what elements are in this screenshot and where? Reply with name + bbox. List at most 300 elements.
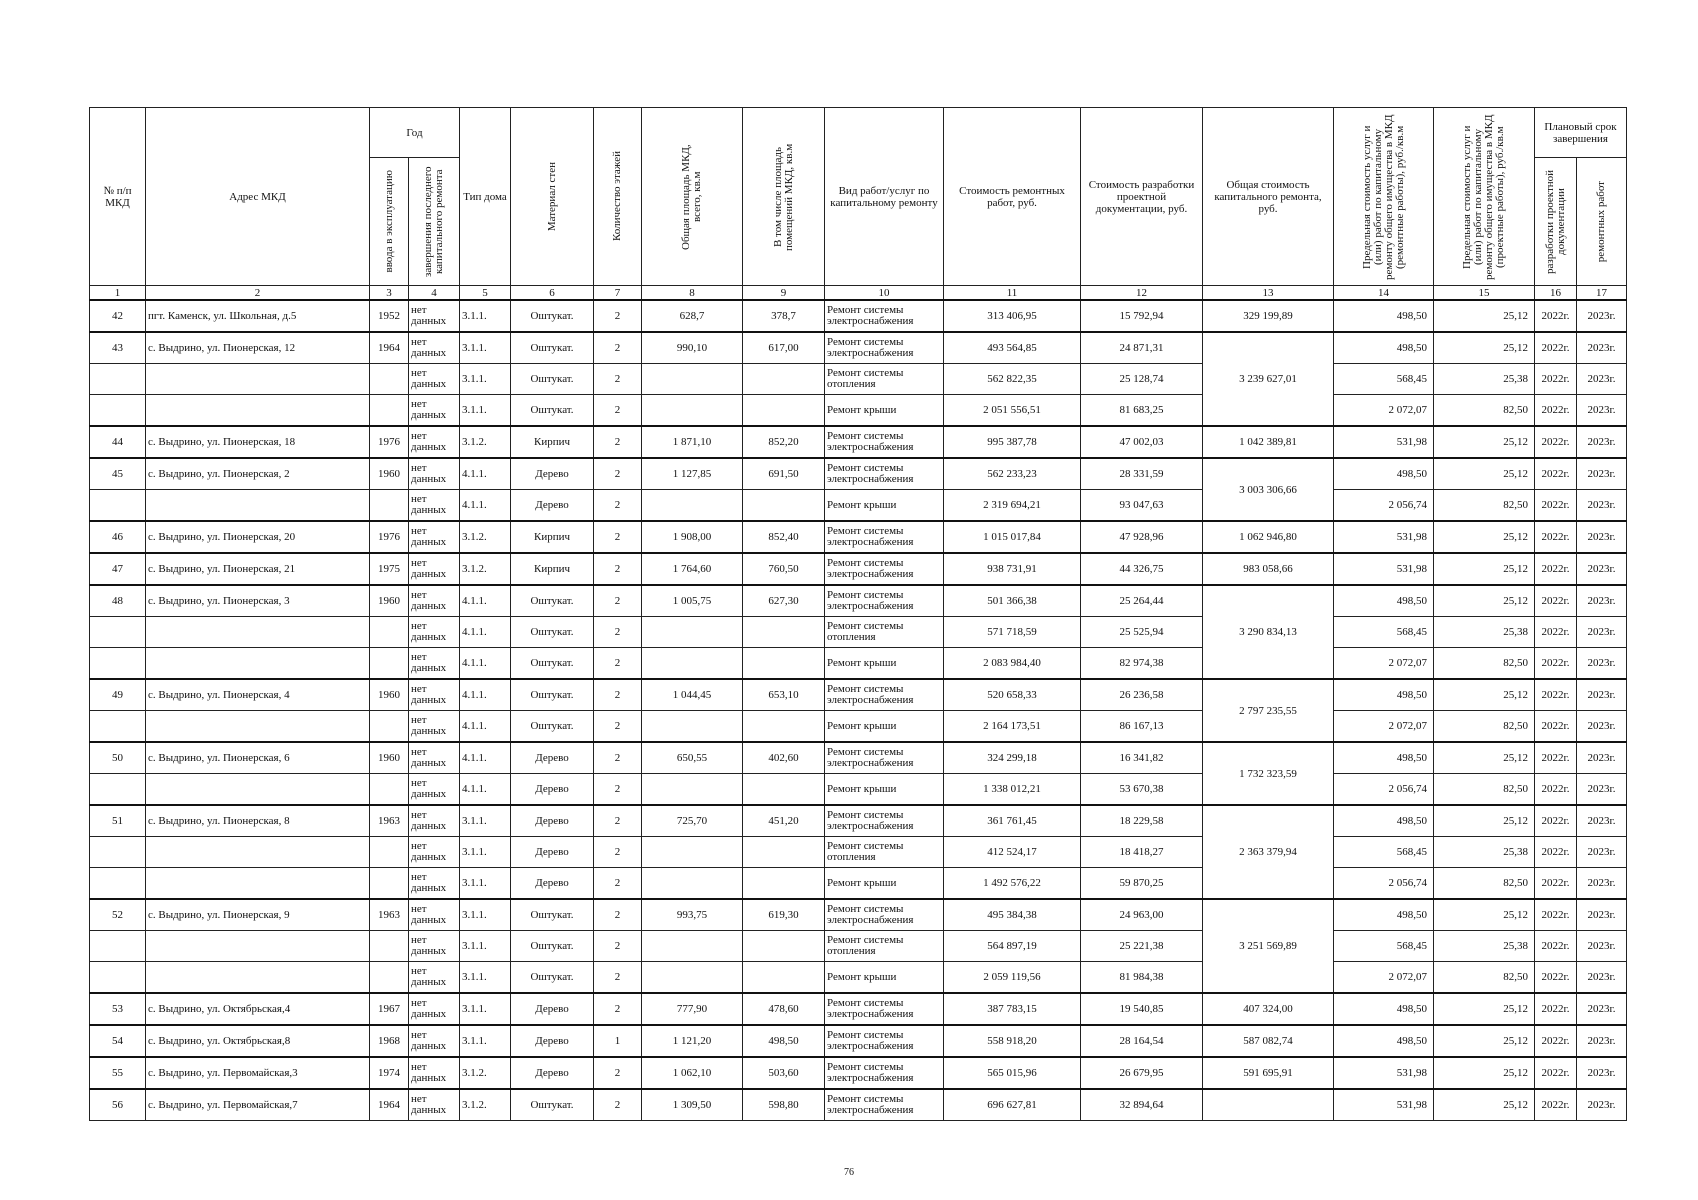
header-wall-material: Материал стен <box>511 108 594 286</box>
cell-wall-material: Дерево <box>511 868 594 900</box>
cell-work-type: Ремонт системы электроснабжения <box>825 585 944 617</box>
cell-limit-design: 82,50 <box>1434 711 1535 743</box>
cell-deadline-design: 2022г. <box>1535 1057 1577 1089</box>
cell-no: 56 <box>90 1089 146 1121</box>
cell-limit-repair: 568,45 <box>1334 931 1434 962</box>
cell-no <box>90 648 146 680</box>
cell-address: пгт. Каменск, ул. Школьная, д.5 <box>146 300 370 332</box>
cell-address: с. Выдрино, ул. Пионерская, 8 <box>146 805 370 837</box>
cell-year-commission: 1976 <box>370 521 409 553</box>
cell-floors: 2 <box>594 837 642 868</box>
cell-year-commission <box>370 395 409 427</box>
cell-year-last-repair: нет данных <box>409 679 460 711</box>
cell-total-cost: 3 239 627,01 <box>1203 332 1334 426</box>
cell-wall-material: Дерево <box>511 1025 594 1057</box>
cell-year-commission: 1968 <box>370 1025 409 1057</box>
table-row <box>90 931 1627 962</box>
cell-limit-repair: 498,50 <box>1334 679 1434 711</box>
cell-year-commission: 1964 <box>370 1089 409 1121</box>
cell-year-commission <box>370 617 409 648</box>
document-page <box>89 107 1626 1121</box>
cell-design-cost: 25 221,38 <box>1081 931 1203 962</box>
cell-premises-area <box>743 490 825 522</box>
cell-year-last-repair: нет данных <box>409 395 460 427</box>
cell-address <box>146 931 370 962</box>
cell-premises-area: 402,60 <box>743 742 825 774</box>
cell-total-cost <box>1203 1089 1334 1121</box>
cell-house-type: 3.1.2. <box>460 1089 511 1121</box>
cell-no <box>90 774 146 806</box>
cell-premises-area: 498,50 <box>743 1025 825 1057</box>
cell-deadline-repair: 2023г. <box>1577 1089 1627 1121</box>
cell-design-cost: 47 928,96 <box>1081 521 1203 553</box>
cell-limit-design: 82,50 <box>1434 395 1535 427</box>
cell-deadline-design: 2022г. <box>1535 364 1577 395</box>
cell-address: с. Выдрино, ул. Пионерская, 21 <box>146 553 370 585</box>
cell-premises-area <box>743 931 825 962</box>
cell-deadline-design: 2022г. <box>1535 553 1577 585</box>
cell-year-commission <box>370 648 409 680</box>
cell-deadline-design: 2022г. <box>1535 585 1577 617</box>
cell-premises-area <box>743 395 825 427</box>
cell-limit-design: 82,50 <box>1434 774 1535 806</box>
cell-repair-cost: 571 718,59 <box>944 617 1081 648</box>
cell-deadline-repair: 2023г. <box>1577 993 1627 1025</box>
cell-total-area: 1 005,75 <box>642 585 743 617</box>
cell-deadline-design: 2022г. <box>1535 837 1577 868</box>
cell-premises-area <box>743 837 825 868</box>
cell-repair-cost: 1 338 012,21 <box>944 774 1081 806</box>
cell-limit-design: 25,38 <box>1434 617 1535 648</box>
cell-address: с. Выдрино, ул. Первомайская,3 <box>146 1057 370 1089</box>
cell-wall-material: Оштукат. <box>511 899 594 931</box>
cell-no: 53 <box>90 993 146 1025</box>
table-row <box>90 648 1627 680</box>
cell-deadline-repair: 2023г. <box>1577 899 1627 931</box>
cell-year-commission: 1960 <box>370 458 409 490</box>
cell-year-last-repair: нет данных <box>409 931 460 962</box>
cell-floors: 1 <box>594 1025 642 1057</box>
cell-total-area: 1 127,85 <box>642 458 743 490</box>
cell-no <box>90 490 146 522</box>
cell-wall-material: Дерево <box>511 993 594 1025</box>
cell-wall-material: Кирпич <box>511 521 594 553</box>
cell-no: 55 <box>90 1057 146 1089</box>
cell-deadline-repair: 2023г. <box>1577 332 1627 364</box>
cell-deadline-design: 2022г. <box>1535 300 1577 332</box>
cell-year-last-repair: нет данных <box>409 993 460 1025</box>
cell-total-area <box>642 711 743 743</box>
cell-total-area <box>642 617 743 648</box>
cell-repair-cost: 1 492 576,22 <box>944 868 1081 900</box>
cell-limit-design: 25,38 <box>1434 837 1535 868</box>
cell-address <box>146 868 370 900</box>
cell-year-last-repair: нет данных <box>409 805 460 837</box>
table-row <box>90 553 1627 585</box>
cell-total-area <box>642 364 743 395</box>
cell-house-type: 4.1.1. <box>460 585 511 617</box>
cell-year-last-repair: нет данных <box>409 899 460 931</box>
page-number: 76 <box>844 1167 854 1178</box>
cell-wall-material: Оштукат. <box>511 679 594 711</box>
cell-no <box>90 711 146 743</box>
table-row <box>90 774 1627 806</box>
cell-limit-design: 82,50 <box>1434 490 1535 522</box>
cell-design-cost: 47 002,03 <box>1081 426 1203 458</box>
cell-house-type: 3.1.1. <box>460 395 511 427</box>
cell-work-type: Ремонт системы электроснабжения <box>825 332 944 364</box>
cell-total-area: 777,90 <box>642 993 743 1025</box>
cell-deadline-repair: 2023г. <box>1577 774 1627 806</box>
cell-floors: 2 <box>594 426 642 458</box>
cell-deadline-design: 2022г. <box>1535 711 1577 743</box>
cell-work-type: Ремонт системы отопления <box>825 837 944 868</box>
cell-wall-material: Оштукат. <box>511 962 594 994</box>
column-number: 13 <box>1203 286 1334 301</box>
cell-total-cost: 1 062 946,80 <box>1203 521 1334 553</box>
cell-limit-repair: 2 056,74 <box>1334 490 1434 522</box>
cell-limit-design: 25,12 <box>1434 553 1535 585</box>
cell-house-type: 3.1.2. <box>460 426 511 458</box>
cell-deadline-repair: 2023г. <box>1577 617 1627 648</box>
cell-floors: 2 <box>594 805 642 837</box>
header-deadline-group: Плановый срок завершения <box>1535 108 1627 158</box>
cell-wall-material: Оштукат. <box>511 711 594 743</box>
column-number: 12 <box>1081 286 1203 301</box>
cell-year-last-repair: нет данных <box>409 742 460 774</box>
cell-total-area: 1 764,60 <box>642 553 743 585</box>
cell-premises-area <box>743 648 825 680</box>
cell-year-commission: 1964 <box>370 332 409 364</box>
cell-total-cost: 587 082,74 <box>1203 1025 1334 1057</box>
table-row <box>90 585 1627 617</box>
cell-repair-cost: 412 524,17 <box>944 837 1081 868</box>
cell-deadline-repair: 2023г. <box>1577 679 1627 711</box>
table-row <box>90 521 1627 553</box>
cell-no: 43 <box>90 332 146 364</box>
cell-house-type: 3.1.1. <box>460 300 511 332</box>
cell-limit-design: 82,50 <box>1434 648 1535 680</box>
cell-year-last-repair: нет данных <box>409 837 460 868</box>
cell-total-area <box>642 931 743 962</box>
cell-address <box>146 711 370 743</box>
cell-house-type: 4.1.1. <box>460 458 511 490</box>
cell-deadline-repair: 2023г. <box>1577 553 1627 585</box>
cell-wall-material: Кирпич <box>511 553 594 585</box>
cell-design-cost: 59 870,25 <box>1081 868 1203 900</box>
cell-wall-material: Дерево <box>511 1057 594 1089</box>
cell-limit-design: 25,12 <box>1434 742 1535 774</box>
cell-wall-material: Дерево <box>511 458 594 490</box>
cell-repair-cost: 938 731,91 <box>944 553 1081 585</box>
cell-deadline-repair: 2023г. <box>1577 742 1627 774</box>
cell-limit-repair: 498,50 <box>1334 458 1434 490</box>
cell-limit-repair: 498,50 <box>1334 805 1434 837</box>
cell-limit-repair: 531,98 <box>1334 426 1434 458</box>
cell-house-type: 4.1.1. <box>460 774 511 806</box>
cell-work-type: Ремонт системы электроснабжения <box>825 742 944 774</box>
cell-wall-material: Оштукат. <box>511 332 594 364</box>
cell-year-commission: 1967 <box>370 993 409 1025</box>
cell-floors: 2 <box>594 648 642 680</box>
cell-no <box>90 395 146 427</box>
cell-premises-area <box>743 868 825 900</box>
cell-total-area <box>642 774 743 806</box>
column-number: 8 <box>642 286 743 301</box>
cell-address: с. Выдрино, ул. Первомайская,7 <box>146 1089 370 1121</box>
cell-limit-design: 25,12 <box>1434 332 1535 364</box>
cell-total-cost: 591 695,91 <box>1203 1057 1334 1089</box>
cell-floors: 2 <box>594 742 642 774</box>
cell-total-area: 1 044,45 <box>642 679 743 711</box>
cell-design-cost: 19 540,85 <box>1081 993 1203 1025</box>
cell-floors: 2 <box>594 585 642 617</box>
header-house-type: Тип дома <box>460 108 511 286</box>
cell-address <box>146 648 370 680</box>
cell-repair-cost: 493 564,85 <box>944 332 1081 364</box>
cell-wall-material: Дерево <box>511 805 594 837</box>
cell-no: 44 <box>90 426 146 458</box>
cell-design-cost: 82 974,38 <box>1081 648 1203 680</box>
cell-premises-area: 378,7 <box>743 300 825 332</box>
cell-floors: 2 <box>594 711 642 743</box>
cell-total-area <box>642 962 743 994</box>
cell-address: с. Выдрино, ул. Пионерская, 9 <box>146 899 370 931</box>
cell-work-type: Ремонт системы электроснабжения <box>825 899 944 931</box>
cell-repair-cost: 361 761,45 <box>944 805 1081 837</box>
cell-deadline-design: 2022г. <box>1535 458 1577 490</box>
cell-limit-design: 25,12 <box>1434 899 1535 931</box>
cell-limit-design: 25,12 <box>1434 679 1535 711</box>
cell-no <box>90 868 146 900</box>
cell-limit-design: 82,50 <box>1434 868 1535 900</box>
cell-year-last-repair: нет данных <box>409 521 460 553</box>
cell-work-type: Ремонт системы электроснабжения <box>825 426 944 458</box>
cell-wall-material: Оштукат. <box>511 931 594 962</box>
cell-repair-cost: 2 083 984,40 <box>944 648 1081 680</box>
column-number: 16 <box>1535 286 1577 301</box>
cell-premises-area: 451,20 <box>743 805 825 837</box>
cell-deadline-repair: 2023г. <box>1577 962 1627 994</box>
cell-floors: 2 <box>594 679 642 711</box>
repair-plan-table <box>89 107 1627 1121</box>
cell-repair-cost: 562 822,35 <box>944 364 1081 395</box>
cell-total-cost: 1 042 389,81 <box>1203 426 1334 458</box>
column-number: 14 <box>1334 286 1434 301</box>
cell-limit-repair: 498,50 <box>1334 585 1434 617</box>
cell-premises-area: 619,30 <box>743 899 825 931</box>
cell-total-cost: 407 324,00 <box>1203 993 1334 1025</box>
header-premises-area: В том числе площадь помещений МКД, кв.м <box>743 108 825 286</box>
cell-limit-repair: 498,50 <box>1334 332 1434 364</box>
cell-total-cost: 3 290 834,13 <box>1203 585 1334 679</box>
cell-work-type: Ремонт крыши <box>825 711 944 743</box>
cell-floors: 2 <box>594 364 642 395</box>
cell-premises-area: 627,30 <box>743 585 825 617</box>
cell-work-type: Ремонт системы электроснабжения <box>825 300 944 332</box>
cell-deadline-design: 2022г. <box>1535 962 1577 994</box>
cell-year-commission: 1960 <box>370 585 409 617</box>
cell-address <box>146 962 370 994</box>
cell-limit-design: 25,12 <box>1434 805 1535 837</box>
cell-repair-cost: 2 059 119,56 <box>944 962 1081 994</box>
cell-year-commission: 1960 <box>370 742 409 774</box>
cell-floors: 2 <box>594 332 642 364</box>
cell-total-cost: 2 363 379,94 <box>1203 805 1334 899</box>
cell-wall-material: Оштукат. <box>511 364 594 395</box>
cell-work-type: Ремонт системы отопления <box>825 931 944 962</box>
cell-limit-repair: 568,45 <box>1334 837 1434 868</box>
cell-year-commission <box>370 868 409 900</box>
cell-house-type: 3.1.1. <box>460 1025 511 1057</box>
header-no: № п/п МКД <box>90 108 146 286</box>
cell-design-cost: 26 236,58 <box>1081 679 1203 711</box>
cell-deadline-repair: 2023г. <box>1577 711 1627 743</box>
table-row <box>90 679 1627 711</box>
table-row <box>90 993 1627 1025</box>
header-limit-design: Предельная стоимость услуг и (или) работ по капитальному ремонту общего имущества в МКД (проектные работы), руб./кв.м <box>1434 108 1535 286</box>
cell-deadline-design: 2022г. <box>1535 490 1577 522</box>
cell-floors: 2 <box>594 490 642 522</box>
header-address: Адрес МКД <box>146 108 370 286</box>
column-number: 11 <box>944 286 1081 301</box>
cell-deadline-repair: 2023г. <box>1577 364 1627 395</box>
table-row <box>90 805 1627 837</box>
cell-premises-area <box>743 617 825 648</box>
cell-deadline-repair: 2023г. <box>1577 1057 1627 1089</box>
cell-no: 46 <box>90 521 146 553</box>
table-row <box>90 490 1627 522</box>
cell-house-type: 3.1.1. <box>460 332 511 364</box>
cell-limit-repair: 2 056,74 <box>1334 774 1434 806</box>
cell-floors: 2 <box>594 521 642 553</box>
cell-total-area <box>642 490 743 522</box>
cell-year-commission <box>370 962 409 994</box>
cell-limit-repair: 498,50 <box>1334 300 1434 332</box>
cell-no: 49 <box>90 679 146 711</box>
cell-total-cost: 2 797 235,55 <box>1203 679 1334 742</box>
table-row <box>90 332 1627 364</box>
cell-deadline-repair: 2023г. <box>1577 805 1627 837</box>
column-number: 7 <box>594 286 642 301</box>
table-row <box>90 837 1627 868</box>
cell-year-last-repair: нет данных <box>409 1089 460 1121</box>
header-deadline-design: разработки проектной документации <box>1535 158 1577 286</box>
cell-design-cost: 86 167,13 <box>1081 711 1203 743</box>
cell-address: с. Выдрино, ул. Пионерская, 4 <box>146 679 370 711</box>
cell-total-area: 725,70 <box>642 805 743 837</box>
cell-deadline-repair: 2023г. <box>1577 585 1627 617</box>
cell-wall-material: Дерево <box>511 490 594 522</box>
table-row <box>90 962 1627 994</box>
cell-total-cost: 983 058,66 <box>1203 553 1334 585</box>
cell-year-last-repair: нет данных <box>409 868 460 900</box>
cell-no <box>90 364 146 395</box>
cell-deadline-repair: 2023г. <box>1577 490 1627 522</box>
cell-limit-repair: 498,50 <box>1334 1025 1434 1057</box>
cell-house-type: 4.1.1. <box>460 742 511 774</box>
cell-work-type: Ремонт системы электроснабжения <box>825 553 944 585</box>
cell-deadline-design: 2022г. <box>1535 332 1577 364</box>
cell-limit-repair: 2 072,07 <box>1334 962 1434 994</box>
cell-limit-repair: 498,50 <box>1334 742 1434 774</box>
column-number: 10 <box>825 286 944 301</box>
table-row <box>90 742 1627 774</box>
cell-limit-repair: 2 072,07 <box>1334 711 1434 743</box>
cell-total-cost: 1 732 323,59 <box>1203 742 1334 805</box>
cell-work-type: Ремонт системы отопления <box>825 617 944 648</box>
header-design-cost: Стоимость разработки проектной документации, руб. <box>1081 108 1203 286</box>
cell-work-type: Ремонт системы электроснабжения <box>825 1089 944 1121</box>
cell-year-last-repair: нет данных <box>409 774 460 806</box>
column-number: 17 <box>1577 286 1627 301</box>
cell-limit-design: 25,38 <box>1434 364 1535 395</box>
cell-wall-material: Оштукат. <box>511 585 594 617</box>
table-row <box>90 868 1627 900</box>
cell-year-commission <box>370 490 409 522</box>
cell-repair-cost: 501 366,38 <box>944 585 1081 617</box>
cell-floors: 2 <box>594 868 642 900</box>
cell-address: с. Выдрино, ул. Пионерская, 3 <box>146 585 370 617</box>
cell-house-type: 3.1.1. <box>460 962 511 994</box>
cell-year-commission <box>370 774 409 806</box>
cell-year-last-repair: нет данных <box>409 585 460 617</box>
column-number: 4 <box>409 286 460 301</box>
cell-deadline-repair: 2023г. <box>1577 521 1627 553</box>
cell-address: с. Выдрино, ул. Пионерская, 18 <box>146 426 370 458</box>
cell-total-area: 1 871,10 <box>642 426 743 458</box>
cell-deadline-design: 2022г. <box>1535 679 1577 711</box>
cell-house-type: 3.1.1. <box>460 899 511 931</box>
cell-design-cost: 25 128,74 <box>1081 364 1203 395</box>
cell-total-area: 990,10 <box>642 332 743 364</box>
cell-address <box>146 395 370 427</box>
cell-design-cost: 93 047,63 <box>1081 490 1203 522</box>
column-number: 1 <box>90 286 146 301</box>
cell-total-cost: 329 199,89 <box>1203 300 1334 332</box>
cell-house-type: 4.1.1. <box>460 490 511 522</box>
cell-work-type: Ремонт крыши <box>825 395 944 427</box>
cell-address <box>146 617 370 648</box>
cell-premises-area: 598,80 <box>743 1089 825 1121</box>
table-row <box>90 426 1627 458</box>
cell-work-type: Ремонт системы электроснабжения <box>825 458 944 490</box>
cell-premises-area <box>743 774 825 806</box>
table-row <box>90 1089 1627 1121</box>
cell-limit-design: 25,12 <box>1434 521 1535 553</box>
cell-floors: 2 <box>594 774 642 806</box>
cell-limit-repair: 498,50 <box>1334 899 1434 931</box>
cell-address <box>146 774 370 806</box>
cell-premises-area: 760,50 <box>743 553 825 585</box>
cell-limit-design: 25,12 <box>1434 1089 1535 1121</box>
cell-design-cost: 53 670,38 <box>1081 774 1203 806</box>
cell-work-type: Ремонт крыши <box>825 962 944 994</box>
cell-repair-cost: 995 387,78 <box>944 426 1081 458</box>
cell-limit-repair: 2 056,74 <box>1334 868 1434 900</box>
cell-year-last-repair: нет данных <box>409 458 460 490</box>
column-number: 9 <box>743 286 825 301</box>
cell-no: 51 <box>90 805 146 837</box>
cell-house-type: 4.1.1. <box>460 648 511 680</box>
cell-address: с. Выдрино, ул. Пионерская, 20 <box>146 521 370 553</box>
cell-deadline-design: 2022г. <box>1535 993 1577 1025</box>
cell-floors: 2 <box>594 1057 642 1089</box>
cell-year-last-repair: нет данных <box>409 617 460 648</box>
cell-premises-area: 852,20 <box>743 426 825 458</box>
cell-deadline-repair: 2023г. <box>1577 648 1627 680</box>
cell-limit-design: 25,12 <box>1434 585 1535 617</box>
